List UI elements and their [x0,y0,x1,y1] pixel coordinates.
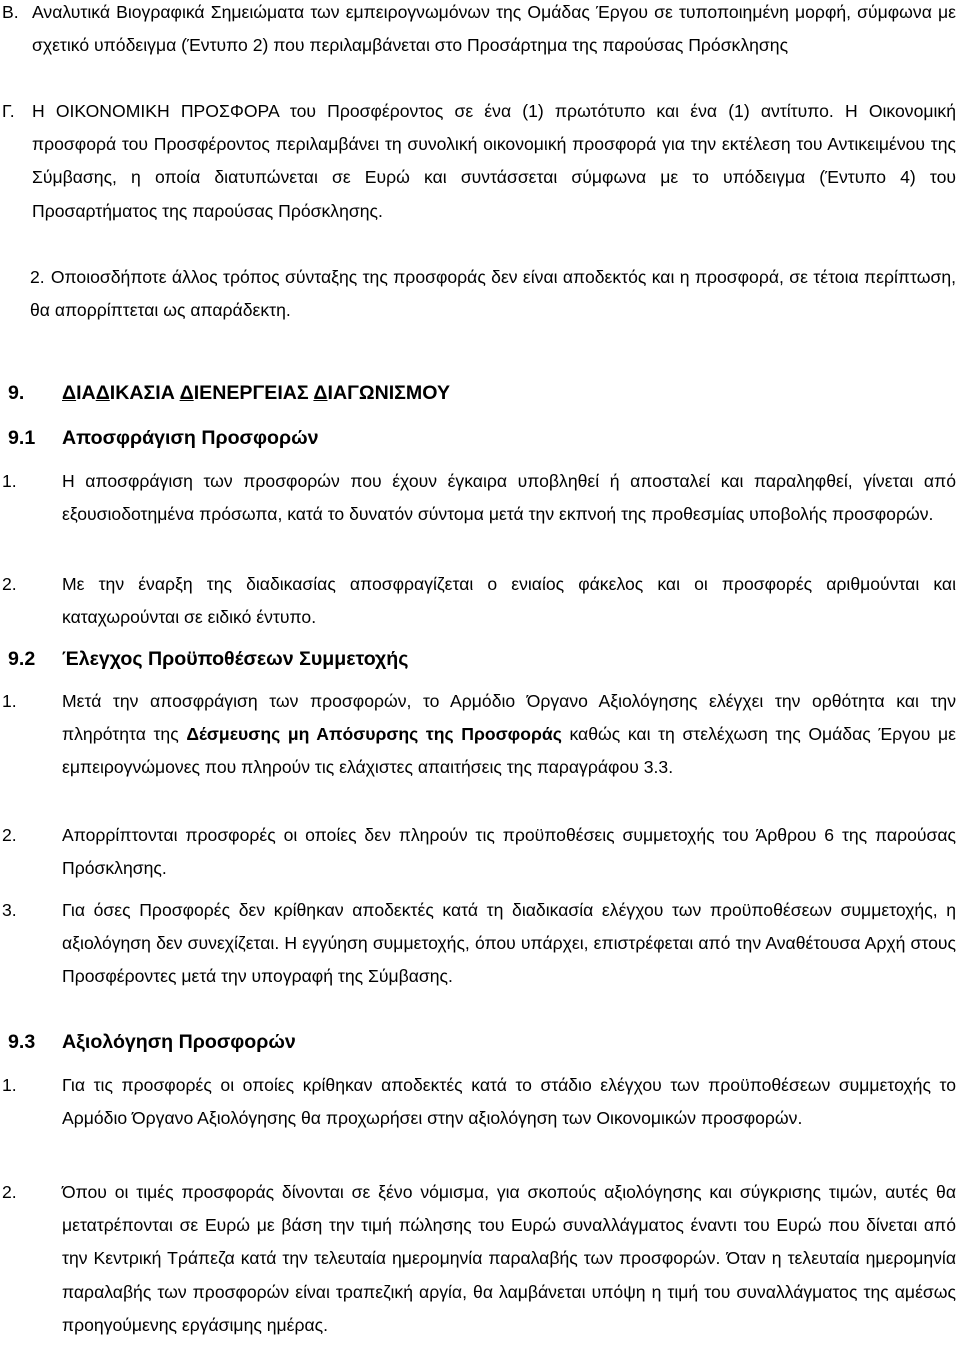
subsection-9-1-heading [8,425,319,451]
paragraph-g-2 [30,261,956,327]
item-number: 1. [2,691,17,711]
subsection-9-3-heading [8,1029,296,1055]
subsection-title: Έλεγχος Προϋποθέσεων Συμμετοχής [62,648,409,670]
paragraph-g [2,95,956,228]
paragraph-label: Β. [2,2,19,22]
bold-phrase: Δέσμευσης μη Απόσυρσης της Προσφοράς [186,724,562,745]
item-text: Με την έναρξη της διαδικασίας αποσφραγίζεται ο ενιαίος φάκελος και οι προσφορές αριθμούνται και καταχωρούνται σε ειδικό έντυπο. [62,574,956,628]
item-number: 1. [2,471,17,491]
item-9-1-2 [2,568,956,634]
item-9-3-1 [2,1069,956,1135]
item-text: Για όσες Προσφορές δεν κρίθηκαν αποδεκτές κατά τη διαδικασία ελέγχου των προϋποθέσεων συμμετοχής, η αξιολόγηση δεν συνεχίζεται. Η εγγύηση συμμετοχής, όπου υπάρχει, επιστρέφεται από την Αναθέτουσα Αρχή στους Προσφέροντες μετά την υπογραφή της Σύμβασης. [62,900,956,987]
section-9-heading [8,380,450,406]
item-text: Μετά την αποσφράγιση των προσφορών, το Αρμόδιο Όργανο Αξιολόγησης ελέγχει την ορθότητα και την πληρότητα της Δέσμευσης μη Απόσυρσης της Προσφοράς καθώς και τη στελέχωση της Ομάδας Έργου με εμπειρογνώμονες που πληρούν τις ελάχιστες απαιτήσεις της παραγράφου 3.3. [62,691,956,778]
subsection-number: 9.3 [8,1031,36,1053]
paragraph-text: Η ΟΙΚΟΝΟΜΙΚΗ ΠΡΟΣΦΟΡΑ του Προσφέροντος σε ένα (1) πρωτότυπο και ένα (1) αντίτυπο. Η Οικονομική προσφορά του Προσφέροντος περιλαμβάνει τη συνολική οικονομική προσφορά για την εκτέλεση του Αντικειμένου της Σύμβασης, η οποία διατυπώνεται σε Ευρώ και συντάσσεται σύμφωνα με το υπόδειγμα (Έντυπο 4) του Προσαρτήματος της παρούσας Πρόσκλησης. [32,101,956,221]
item-number: 2. [2,825,17,845]
item-text: Απορρίπτονται προσφορές οι οποίες δεν πληρούν τις προϋποθέσεις συμμετοχής του Άρθρου 6 της παρούσας Πρόσκλησης. [62,825,956,879]
item-number: 2. [30,267,45,287]
item-9-2-3 [2,894,956,994]
item-text: Οποιοσδήποτε άλλος τρόπος σύνταξης της προσφοράς δεν είναι αποδεκτός και η προσφορά, σε τέτοια περίπτωση, θα απορρίπτεται ως απαράδεκτη. [30,267,956,321]
subsection-9-2-heading [8,646,408,672]
item-number: 2. [2,1182,17,1202]
subsection-title: Αποσφράγιση Προσφορών [62,427,319,449]
item-number: 2. [2,574,17,594]
item-9-2-2 [2,819,956,885]
subsection-number: 9.2 [8,648,36,670]
subsection-title: Αξιολόγηση Προσφορών [62,1031,296,1053]
paragraph-label: Γ. [2,101,15,121]
subsection-number: 9.1 [8,427,36,449]
paragraph-b [2,0,956,62]
item-9-3-2 [2,1176,956,1342]
item-text: Η αποσφράγιση των προσφορών που έχουν έγκαιρα υποβληθεί ή αποσταλεί και παραληφθεί, γίνεται από εξουσιοδοτημένα πρόσωπα, κατά το δυνατόν σύντομα μετά την εκπνοή της προθεσμίας υποβολής προσφορών. [62,471,956,525]
item-9-1-1 [2,465,956,531]
item-number: 1. [2,1075,17,1095]
paragraph-text: Αναλυτικά Βιογραφικά Σημειώματα των εμπειρογνωμόνων της Ομάδας Έργου σε τυποποιημένη μορφή, σύμφωνα με σχετικό υπόδειγμα (Έντυπο 2) που περιλαμβάνεται στο Προσάρτημα της παρούσας Πρόσκλησης [32,2,956,56]
section-number: 9. [8,382,25,404]
item-text: Όπου οι τιμές προσφοράς δίνονται σε ξένο νόμισμα, για σκοπούς αξιολόγησης και σύγκρισης τιμών, αυτές θα μετατρέπονται σε Ευρώ με βάση την τιμή πώλησης του Ευρώ συναλλάγματος έναντι του Ευρώ που δίνεται από την Κεντρική Τράπεζα κατά την τελευταία ημερομηνία παραλαβής των προσφορών. Όταν η τελευταία ημερομηνία παραλαβής των προσφορών είναι τραπεζική αργία, θα λαμβάνεται υπόψη η τιμή του συναλλάγματος της αμέσως προηγούμενης εργάσιμης ημέρας. [62,1182,956,1335]
section-title: ΔΙΑΔΙΚΑΣΙΑ ΔΙΕΝΕΡΓΕΙΑΣ ΔΙΑΓΩΝΙΣΜΟΥ [62,382,451,404]
item-text: Για τις προσφορές οι οποίες κρίθηκαν αποδεκτές κατά το στάδιο ελέγχου των προϋποθέσεων συμμετοχής το Αρμόδιο Όργανο Αξιολόγησης θα προχωρήσει στην αξιολόγηση των Οικονομικών προσφορών. [62,1075,956,1129]
item-9-2-1 [2,685,956,785]
item-number: 3. [2,900,17,920]
